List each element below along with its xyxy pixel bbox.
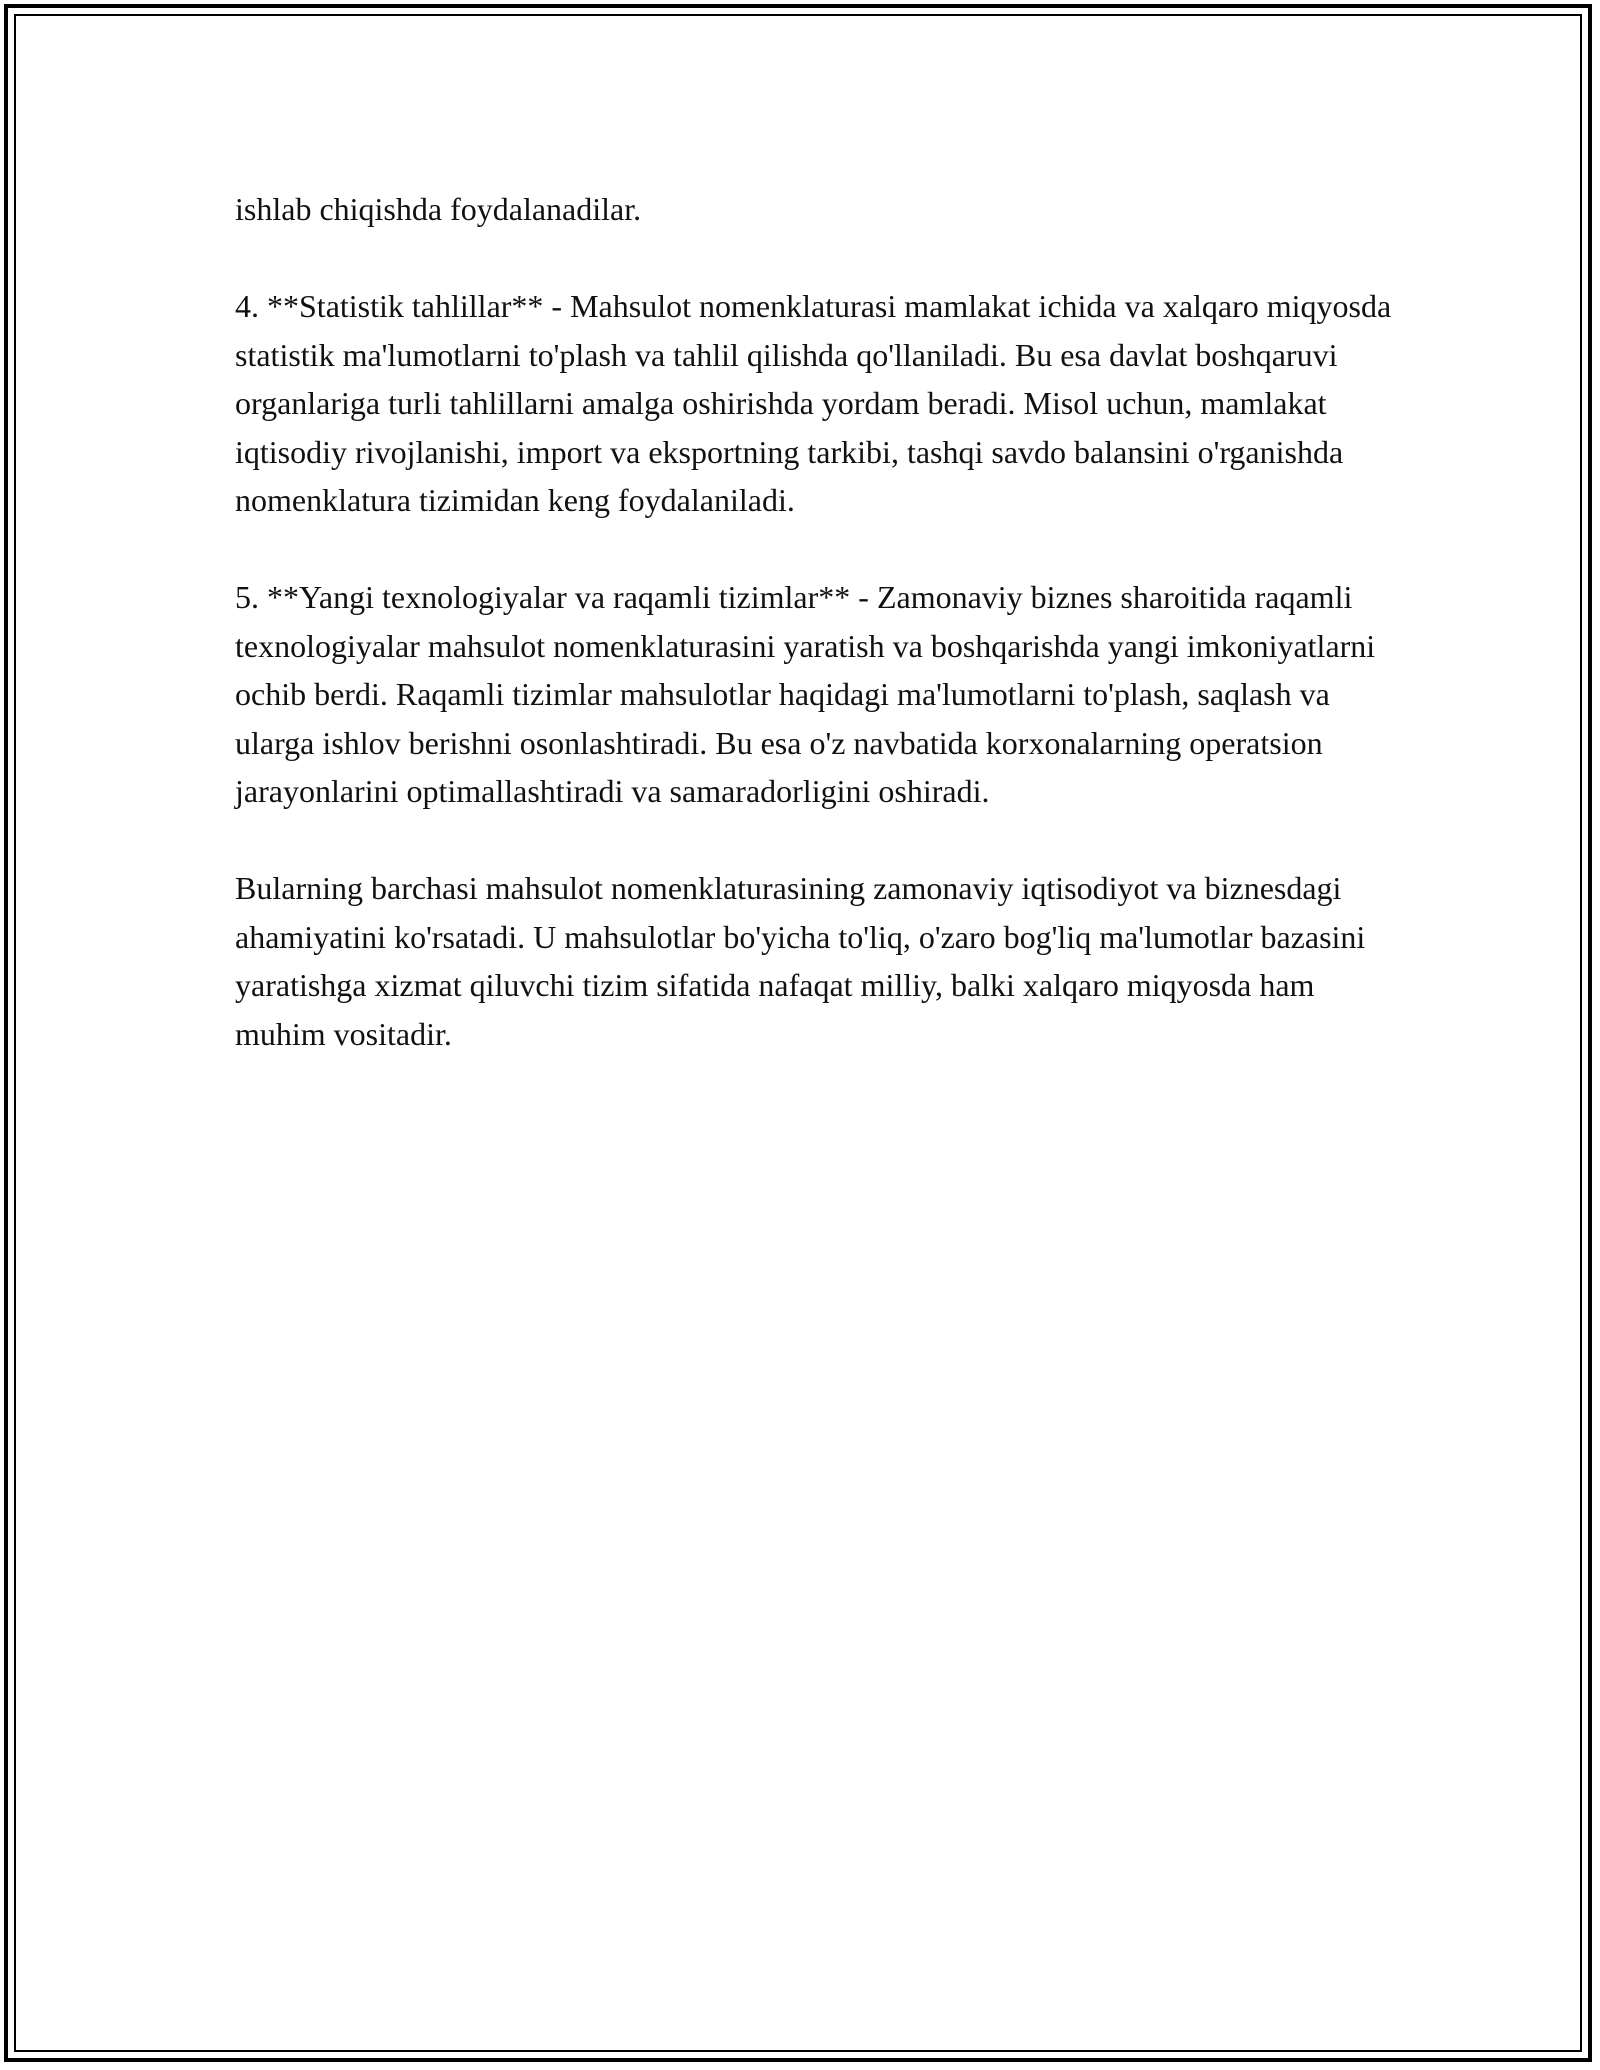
paragraph-statistik-tahlillar: 4. **Statistik tahlillar** - Mahsulot nomenklaturasi mamlakat ichida va xalqaro miqyosda statistik ma'lumotlarni to'plash va tahlil qilishda qo'llaniladi. Bu esa davlat boshqaruvi organlariga turli tahlillarni amalga oshirishda yordam beradi. Misol uchun, mamlakat iqtisodiy rivojlanishi, import va eksportning tarkibi, tashqi savdo balansini o'rganishda nomenklatura tizimidan keng foydalaniladi. xyxy=(235,288,1392,518)
paragraph-yangi-texnologiyalar: 5. **Yangi texnologiyalar va raqamli tizimlar** - Zamonaviy biznes sharoitida raqamli texnologiyalar mahsulot nomenklaturasini yaratish va boshqarishda yangi imkoniyatlarni ochib berdi. Raqamli tizimlar mahsulotlar haqidagi ma'lumotlarni to'plash, saqlash va ularga ishlov berishni osonlashtiradi. Bu esa o'z navbatida korxonalarning operatsion jarayonlarini optimallashtiradi va samaradorligini oshiradi. xyxy=(235,579,1376,809)
document-body xyxy=(235,185,1395,1107)
paragraph-conclusion: Bularning barchasi mahsulot nomenklaturasining zamonaviy iqtisodiyot va biznesdagi ahamiyatini ko'rsatadi. U mahsulotlar bo'yicha to'liq, o'zaro bog'liq ma'lumotlar bazasini yaratishga xizmat qiluvchi tizim sifatida nafaqat milliy, balki xalqaro miqyosda ham muhim vositadir. xyxy=(235,870,1366,1052)
paragraph-continuation: ishlab chiqishda foydalanadilar. xyxy=(235,191,642,227)
